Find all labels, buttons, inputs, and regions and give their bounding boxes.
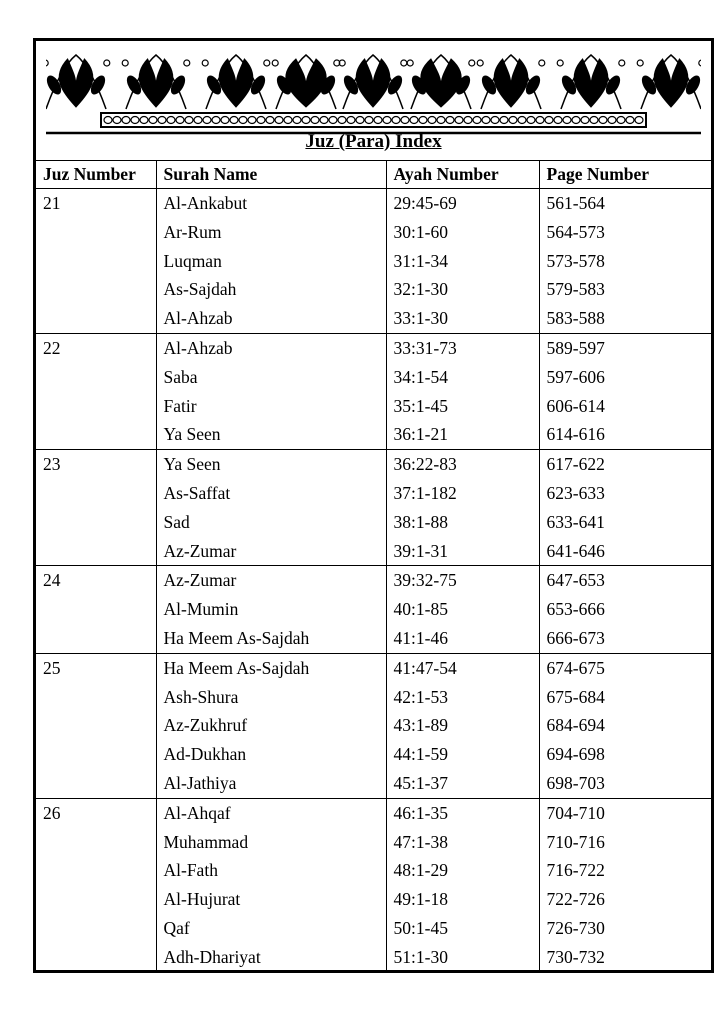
surah-name-cell: As-Saffat xyxy=(156,479,386,508)
surah-name-cell: Al-Hujurat xyxy=(156,885,386,914)
column-header-surah: Surah Name xyxy=(156,161,386,189)
ayah-number-cell: 36:22-83 xyxy=(386,450,539,479)
table-row xyxy=(36,769,711,798)
page-number-cell: 675-684 xyxy=(539,683,711,712)
table-row xyxy=(36,218,711,247)
ayah-number-cell: 31:1-34 xyxy=(386,247,539,276)
page-number-cell: 564-573 xyxy=(539,218,711,247)
table-row xyxy=(36,711,711,740)
column-header-juz: Juz Number xyxy=(36,161,156,189)
juz-number-cell xyxy=(36,218,156,247)
page-number-cell: 653-666 xyxy=(539,595,711,624)
table-row xyxy=(36,537,711,566)
table-row xyxy=(36,189,711,218)
ayah-number-cell: 33:31-73 xyxy=(386,333,539,362)
page-number-cell: 710-716 xyxy=(539,828,711,857)
table-row xyxy=(36,247,711,276)
table-row xyxy=(36,653,711,682)
juz-number-cell xyxy=(36,363,156,392)
surah-name-cell: Saba xyxy=(156,363,386,392)
surah-name-cell: Al-Mumin xyxy=(156,595,386,624)
page-frame xyxy=(33,38,714,973)
juz-number-cell xyxy=(36,914,156,943)
table-row xyxy=(36,943,711,972)
table-row xyxy=(36,333,711,362)
juz-number-cell xyxy=(36,275,156,304)
table-row xyxy=(36,420,711,449)
surah-name-cell: Al-Ankabut xyxy=(156,189,386,218)
juz-number-cell xyxy=(36,711,156,740)
page-number-cell: 704-710 xyxy=(539,798,711,827)
page-number-cell: 617-622 xyxy=(539,450,711,479)
juz-number-cell xyxy=(36,479,156,508)
page-number-cell: 694-698 xyxy=(539,740,711,769)
table-row xyxy=(36,885,711,914)
table-row xyxy=(36,683,711,712)
table-row xyxy=(36,508,711,537)
table-row xyxy=(36,450,711,479)
table-row xyxy=(36,275,711,304)
ayah-number-cell: 46:1-35 xyxy=(386,798,539,827)
floral-ornament-icon xyxy=(46,47,701,137)
page-number-cell: 726-730 xyxy=(539,914,711,943)
surah-name-cell: Az-Zumar xyxy=(156,537,386,566)
surah-name-cell: Az-Zukhruf xyxy=(156,711,386,740)
surah-name-cell: Luqman xyxy=(156,247,386,276)
surah-name-cell: Al-Ahqaf xyxy=(156,798,386,827)
page-title: Juz (Para) Index xyxy=(305,131,442,152)
ayah-number-cell: 41:1-46 xyxy=(386,624,539,653)
surah-name-cell: Ar-Rum xyxy=(156,218,386,247)
page-number-cell: 716-722 xyxy=(539,856,711,885)
ayah-number-cell: 48:1-29 xyxy=(386,856,539,885)
juz-number-cell: 23 xyxy=(36,450,156,479)
juz-index-table xyxy=(36,160,711,972)
surah-name-cell: Al-Jathiya xyxy=(156,769,386,798)
juz-number-cell xyxy=(36,769,156,798)
juz-number-cell: 21 xyxy=(36,189,156,218)
surah-name-cell: Muhammad xyxy=(156,828,386,857)
column-header-ayah: Ayah Number xyxy=(386,161,539,189)
ayah-number-cell: 42:1-53 xyxy=(386,683,539,712)
juz-number-cell xyxy=(36,392,156,421)
table-row xyxy=(36,595,711,624)
page-number-cell: 647-653 xyxy=(539,566,711,595)
juz-number-cell: 26 xyxy=(36,798,156,827)
page-number-cell: 579-583 xyxy=(539,275,711,304)
surah-name-cell: Al-Fath xyxy=(156,856,386,885)
juz-number-cell xyxy=(36,856,156,885)
table-row xyxy=(36,304,711,333)
table-row xyxy=(36,828,711,857)
surah-name-cell: Ha Meem As-Sajdah xyxy=(156,624,386,653)
table-row xyxy=(36,479,711,508)
juz-number-cell: 22 xyxy=(36,333,156,362)
surah-name-cell: Ad-Dukhan xyxy=(156,740,386,769)
ayah-number-cell: 47:1-38 xyxy=(386,828,539,857)
page-number-cell: 623-633 xyxy=(539,479,711,508)
table-row xyxy=(36,363,711,392)
table-header-row xyxy=(36,161,711,189)
juz-number-cell xyxy=(36,683,156,712)
table-row xyxy=(36,798,711,827)
ayah-number-cell: 37:1-182 xyxy=(386,479,539,508)
column-header-page: Page Number xyxy=(539,161,711,189)
surah-name-cell: Ha Meem As-Sajdah xyxy=(156,653,386,682)
surah-name-cell: Qaf xyxy=(156,914,386,943)
ayah-number-cell: 50:1-45 xyxy=(386,914,539,943)
surah-name-cell: As-Sajdah xyxy=(156,275,386,304)
page-number-cell: 684-694 xyxy=(539,711,711,740)
juz-number-cell xyxy=(36,624,156,653)
ayah-number-cell: 45:1-37 xyxy=(386,769,539,798)
surah-name-cell: Sad xyxy=(156,508,386,537)
page-number-cell: 606-614 xyxy=(539,392,711,421)
ayah-number-cell: 34:1-54 xyxy=(386,363,539,392)
page-number-cell: 589-597 xyxy=(539,333,711,362)
juz-number-cell xyxy=(36,885,156,914)
surah-name-cell: Ya Seen xyxy=(156,450,386,479)
page-number-cell: 722-726 xyxy=(539,885,711,914)
ayah-number-cell: 38:1-88 xyxy=(386,508,539,537)
table-row xyxy=(36,856,711,885)
surah-name-cell: Az-Zumar xyxy=(156,566,386,595)
page-number-cell: 633-641 xyxy=(539,508,711,537)
table-row xyxy=(36,914,711,943)
ayah-number-cell: 51:1-30 xyxy=(386,943,539,972)
surah-name-cell: Al-Ahzab xyxy=(156,333,386,362)
surah-name-cell: Adh-Dhariyat xyxy=(156,943,386,972)
page-number-cell: 583-588 xyxy=(539,304,711,333)
page-number-cell: 674-675 xyxy=(539,653,711,682)
page-number-cell: 666-673 xyxy=(539,624,711,653)
ayah-number-cell: 29:45-69 xyxy=(386,189,539,218)
surah-name-cell: Al-Ahzab xyxy=(156,304,386,333)
ayah-number-cell: 49:1-18 xyxy=(386,885,539,914)
ayah-number-cell: 39:1-31 xyxy=(386,537,539,566)
page-number-cell: 641-646 xyxy=(539,537,711,566)
ayah-number-cell: 32:1-30 xyxy=(386,275,539,304)
juz-number-cell xyxy=(36,304,156,333)
table-row xyxy=(36,392,711,421)
ayah-number-cell: 35:1-45 xyxy=(386,392,539,421)
juz-number-cell xyxy=(36,247,156,276)
juz-number-cell xyxy=(36,420,156,449)
ayah-number-cell: 36:1-21 xyxy=(386,420,539,449)
ayah-number-cell: 30:1-60 xyxy=(386,218,539,247)
juz-number-cell: 24 xyxy=(36,566,156,595)
table-row xyxy=(36,566,711,595)
surah-name-cell: Ash-Shura xyxy=(156,683,386,712)
juz-number-cell xyxy=(36,740,156,769)
juz-number-cell xyxy=(36,537,156,566)
page-number-cell: 597-606 xyxy=(539,363,711,392)
juz-number-cell xyxy=(36,943,156,972)
page-number-cell: 614-616 xyxy=(539,420,711,449)
ayah-number-cell: 40:1-85 xyxy=(386,595,539,624)
ayah-number-cell: 33:1-30 xyxy=(386,304,539,333)
page-number-cell: 698-703 xyxy=(539,769,711,798)
ayah-number-cell: 43:1-89 xyxy=(386,711,539,740)
page-number-cell: 561-564 xyxy=(539,189,711,218)
juz-number-cell xyxy=(36,595,156,624)
ayah-number-cell: 44:1-59 xyxy=(386,740,539,769)
table-row xyxy=(36,740,711,769)
table-row xyxy=(36,624,711,653)
juz-number-cell xyxy=(36,828,156,857)
ayah-number-cell: 41:47-54 xyxy=(386,653,539,682)
page-number-cell: 573-578 xyxy=(539,247,711,276)
juz-number-cell: 25 xyxy=(36,653,156,682)
ayah-number-cell: 39:32-75 xyxy=(386,566,539,595)
page-number-cell: 730-732 xyxy=(539,943,711,972)
surah-name-cell: Fatir xyxy=(156,392,386,421)
juz-number-cell xyxy=(36,508,156,537)
surah-name-cell: Ya Seen xyxy=(156,420,386,449)
